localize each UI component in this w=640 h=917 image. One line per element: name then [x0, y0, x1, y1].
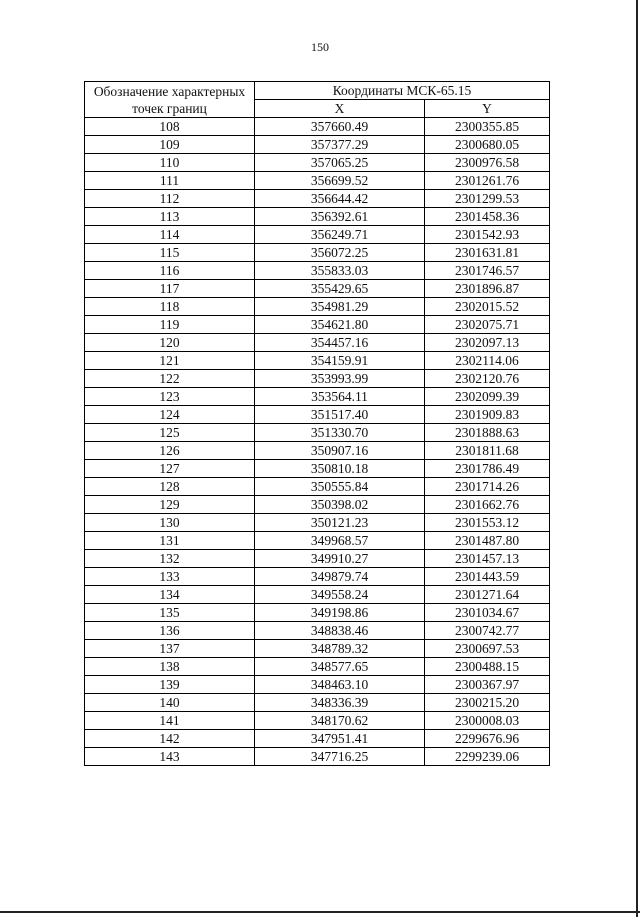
point-id-cell: 114 [85, 226, 255, 244]
y-coordinate-cell: 2301458.36 [425, 208, 550, 226]
y-coordinate-cell: 2300697.53 [425, 640, 550, 658]
y-coordinate-cell: 2300742.77 [425, 622, 550, 640]
table-row [85, 478, 550, 496]
y-coordinate-cell: 2301443.59 [425, 568, 550, 586]
y-coordinate-cell: 2299239.06 [425, 748, 550, 766]
x-coordinate-cell: 355429.65 [255, 280, 425, 298]
table-row [85, 622, 550, 640]
y-coordinate-cell: 2300008.03 [425, 712, 550, 730]
point-id-cell: 130 [85, 514, 255, 532]
table-row [85, 424, 550, 442]
x-coordinate-cell: 349968.57 [255, 532, 425, 550]
y-coordinate-cell: 2301457.13 [425, 550, 550, 568]
x-coordinate-cell: 355833.03 [255, 262, 425, 280]
point-id-cell: 122 [85, 370, 255, 388]
y-coordinate-cell: 2301631.81 [425, 244, 550, 262]
point-id-cell: 138 [85, 658, 255, 676]
y-coordinate-cell: 2302075.71 [425, 316, 550, 334]
x-coordinate-cell: 356699.52 [255, 172, 425, 190]
table-row [85, 388, 550, 406]
point-id-cell: 117 [85, 280, 255, 298]
y-coordinate-cell: 2302015.52 [425, 298, 550, 316]
y-coordinate-cell: 2301896.87 [425, 280, 550, 298]
point-id-cell: 111 [85, 172, 255, 190]
table-row [85, 532, 550, 550]
y-coordinate-cell: 2301909.83 [425, 406, 550, 424]
point-id-cell: 120 [85, 334, 255, 352]
x-coordinate-cell: 348838.46 [255, 622, 425, 640]
x-coordinate-cell: 349198.86 [255, 604, 425, 622]
table-row [85, 208, 550, 226]
table-row [85, 298, 550, 316]
point-id-cell: 109 [85, 136, 255, 154]
table-row [85, 262, 550, 280]
point-id-cell: 142 [85, 730, 255, 748]
x-coordinate-cell: 357065.25 [255, 154, 425, 172]
x-coordinate-cell: 353993.99 [255, 370, 425, 388]
x-coordinate-cell: 348577.65 [255, 658, 425, 676]
point-id-cell: 132 [85, 550, 255, 568]
y-coordinate-cell: 2301714.26 [425, 478, 550, 496]
y-coordinate-cell: 2302099.39 [425, 388, 550, 406]
table-row [85, 244, 550, 262]
point-id-cell: 127 [85, 460, 255, 478]
y-coordinate-cell: 2302097.13 [425, 334, 550, 352]
point-id-cell: 119 [85, 316, 255, 334]
header-coordinates: Координаты МСК-65.15 [255, 82, 550, 100]
table-row [85, 334, 550, 352]
point-id-cell: 116 [85, 262, 255, 280]
table-row [85, 460, 550, 478]
x-coordinate-cell: 348463.10 [255, 676, 425, 694]
point-id-cell: 137 [85, 640, 255, 658]
y-coordinate-cell: 2301746.57 [425, 262, 550, 280]
table-row [85, 496, 550, 514]
point-id-cell: 124 [85, 406, 255, 424]
x-coordinate-cell: 357660.49 [255, 118, 425, 136]
y-coordinate-cell: 2300215.20 [425, 694, 550, 712]
table-row [85, 190, 550, 208]
y-coordinate-cell: 2302120.76 [425, 370, 550, 388]
scan-edge-bottom [0, 911, 640, 913]
table-row [85, 514, 550, 532]
table-row [85, 154, 550, 172]
y-coordinate-cell: 2300488.15 [425, 658, 550, 676]
table-row [85, 280, 550, 298]
x-coordinate-cell: 349558.24 [255, 586, 425, 604]
y-coordinate-cell: 2302114.06 [425, 352, 550, 370]
table-row [85, 586, 550, 604]
x-coordinate-cell: 356249.71 [255, 226, 425, 244]
y-coordinate-cell: 2301261.76 [425, 172, 550, 190]
y-coordinate-cell: 2301487.80 [425, 532, 550, 550]
x-coordinate-cell: 354621.80 [255, 316, 425, 334]
y-coordinate-cell: 2301786.49 [425, 460, 550, 478]
y-coordinate-cell: 2300355.85 [425, 118, 550, 136]
point-id-cell: 108 [85, 118, 255, 136]
table-row [85, 568, 550, 586]
x-coordinate-cell: 350555.84 [255, 478, 425, 496]
header-x: X [255, 100, 425, 118]
x-coordinate-cell: 350398.02 [255, 496, 425, 514]
x-coordinate-cell: 349910.27 [255, 550, 425, 568]
x-coordinate-cell: 357377.29 [255, 136, 425, 154]
point-id-cell: 135 [85, 604, 255, 622]
y-coordinate-cell: 2301271.64 [425, 586, 550, 604]
coordinates-table [84, 81, 550, 766]
x-coordinate-cell: 354457.16 [255, 334, 425, 352]
point-id-cell: 129 [85, 496, 255, 514]
y-coordinate-cell: 2301662.76 [425, 496, 550, 514]
x-coordinate-cell: 354981.29 [255, 298, 425, 316]
table-row [85, 550, 550, 568]
y-coordinate-cell: 2301888.63 [425, 424, 550, 442]
point-id-cell: 141 [85, 712, 255, 730]
point-id-cell: 118 [85, 298, 255, 316]
table-row [85, 604, 550, 622]
x-coordinate-cell: 347716.25 [255, 748, 425, 766]
scan-edge-right [636, 0, 638, 917]
table-row [85, 694, 550, 712]
y-coordinate-cell: 2301034.67 [425, 604, 550, 622]
x-coordinate-cell: 350121.23 [255, 514, 425, 532]
x-coordinate-cell: 350810.18 [255, 460, 425, 478]
point-id-cell: 110 [85, 154, 255, 172]
table-row [85, 316, 550, 334]
y-coordinate-cell: 2300680.05 [425, 136, 550, 154]
point-id-cell: 123 [85, 388, 255, 406]
table-row [85, 658, 550, 676]
table-row [85, 352, 550, 370]
x-coordinate-cell: 348336.39 [255, 694, 425, 712]
table-body [85, 118, 550, 766]
point-id-cell: 143 [85, 748, 255, 766]
point-id-cell: 115 [85, 244, 255, 262]
point-id-cell: 131 [85, 532, 255, 550]
x-coordinate-cell: 356392.61 [255, 208, 425, 226]
table-row [85, 136, 550, 154]
table-row [85, 442, 550, 460]
table-row [85, 226, 550, 244]
x-coordinate-cell: 356644.42 [255, 190, 425, 208]
x-coordinate-cell: 348170.62 [255, 712, 425, 730]
table-row [85, 676, 550, 694]
x-coordinate-cell: 347951.41 [255, 730, 425, 748]
table-row [85, 172, 550, 190]
point-id-cell: 134 [85, 586, 255, 604]
header-y: Y [425, 100, 550, 118]
point-id-cell: 125 [85, 424, 255, 442]
point-id-cell: 112 [85, 190, 255, 208]
page-number: 150 [311, 40, 329, 54]
header-point-label: Обозначение характерных точек границ [85, 82, 255, 118]
y-coordinate-cell: 2301299.53 [425, 190, 550, 208]
x-coordinate-cell: 353564.11 [255, 388, 425, 406]
table-row [85, 748, 550, 766]
x-coordinate-cell: 351330.70 [255, 424, 425, 442]
table-row [85, 640, 550, 658]
point-id-cell: 113 [85, 208, 255, 226]
table-row [85, 730, 550, 748]
table-row [85, 406, 550, 424]
point-id-cell: 140 [85, 694, 255, 712]
y-coordinate-cell: 2300976.58 [425, 154, 550, 172]
y-coordinate-cell: 2301811.68 [425, 442, 550, 460]
point-id-cell: 126 [85, 442, 255, 460]
x-coordinate-cell: 354159.91 [255, 352, 425, 370]
x-coordinate-cell: 349879.74 [255, 568, 425, 586]
x-coordinate-cell: 348789.32 [255, 640, 425, 658]
x-coordinate-cell: 356072.25 [255, 244, 425, 262]
point-id-cell: 128 [85, 478, 255, 496]
y-coordinate-cell: 2301542.93 [425, 226, 550, 244]
x-coordinate-cell: 351517.40 [255, 406, 425, 424]
point-id-cell: 133 [85, 568, 255, 586]
y-coordinate-cell: 2301553.12 [425, 514, 550, 532]
x-coordinate-cell: 350907.16 [255, 442, 425, 460]
table-row [85, 118, 550, 136]
table-row [85, 370, 550, 388]
y-coordinate-cell: 2300367.97 [425, 676, 550, 694]
point-id-cell: 139 [85, 676, 255, 694]
point-id-cell: 121 [85, 352, 255, 370]
y-coordinate-cell: 2299676.96 [425, 730, 550, 748]
table-row [85, 712, 550, 730]
point-id-cell: 136 [85, 622, 255, 640]
